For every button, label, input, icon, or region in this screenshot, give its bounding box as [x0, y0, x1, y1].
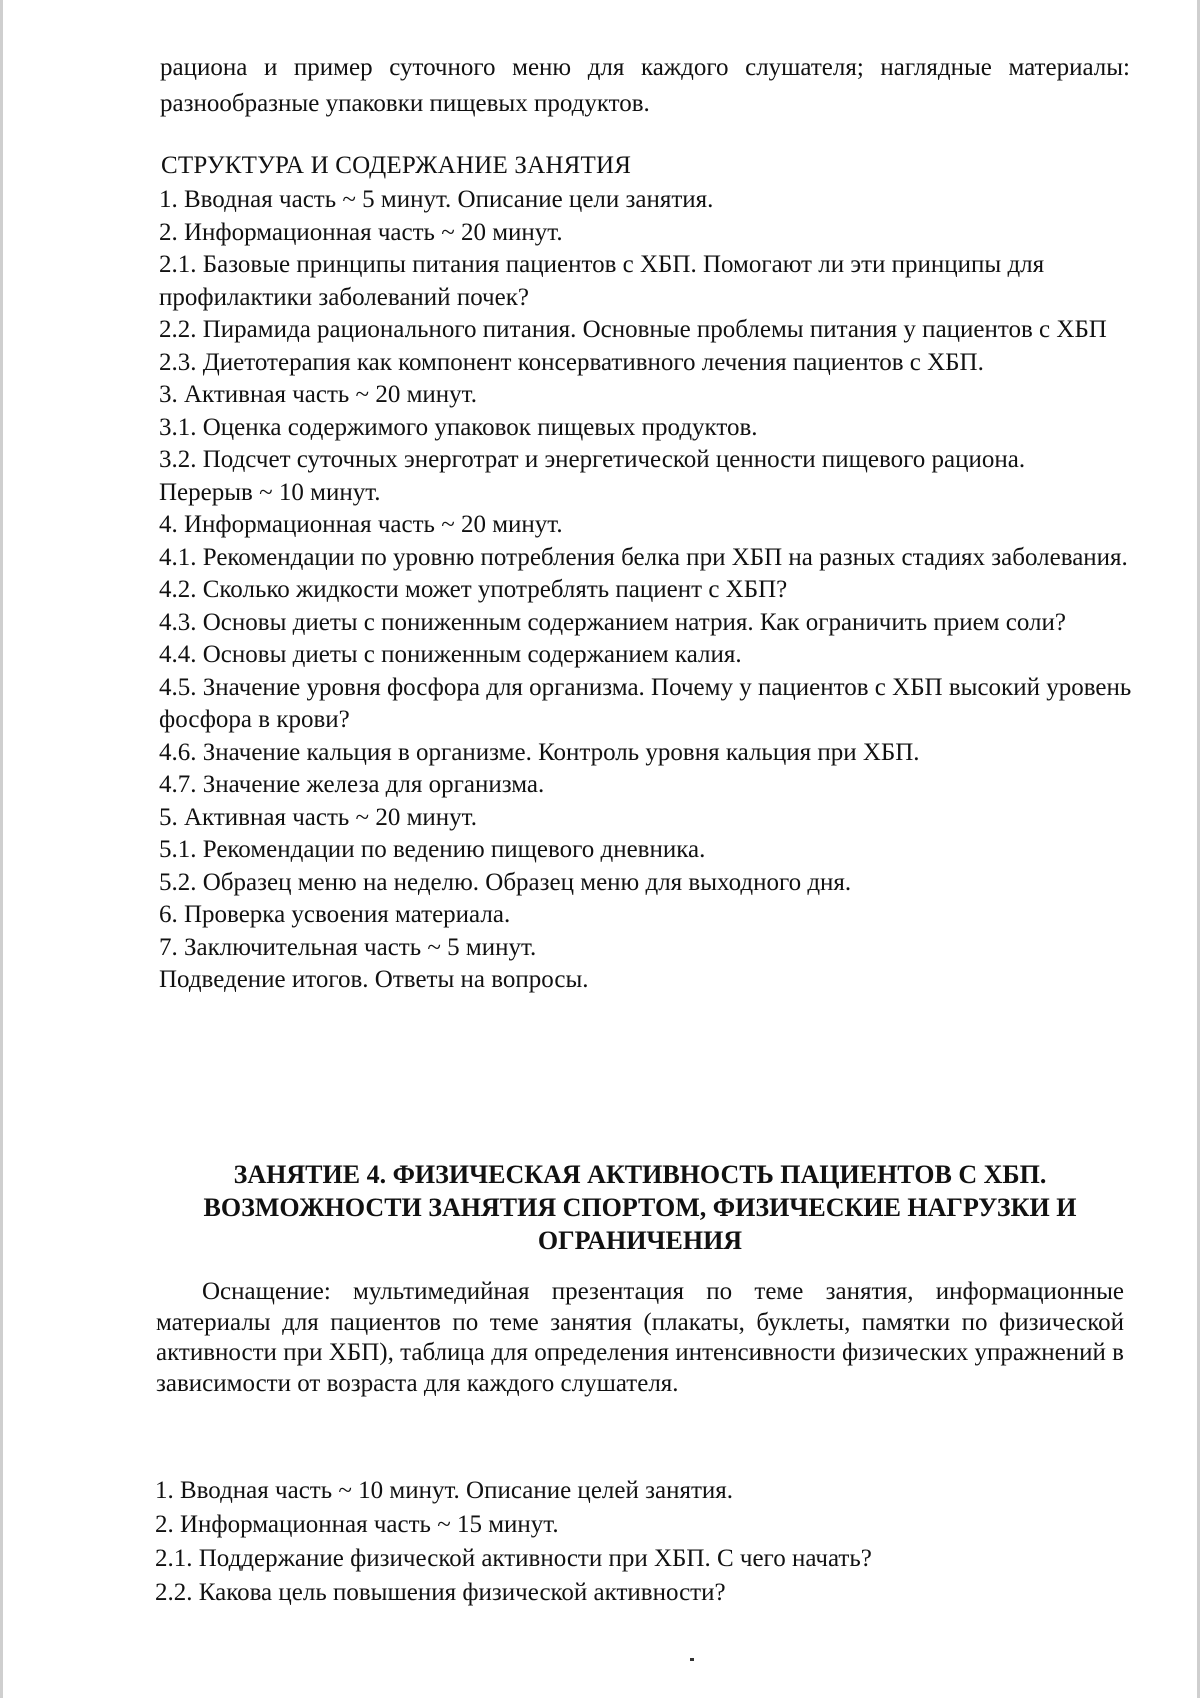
list-item: Перерыв ~ 10 минут. [159, 478, 381, 506]
list-item: 5. Активная часть ~ 20 минут. [159, 803, 477, 831]
list-item: 1. Вводная часть ~ 5 минут. Описание цели занятия. [159, 186, 714, 213]
list-item: 4.1. Рекомендации по уровню потребления белка при ХБП на разных стадиях заболевания. [159, 543, 1128, 571]
list-item: 2.1. Базовые принципы питания пациентов с ХБП. Помогают ли эти принципы для профилактики заболеваний почек? [159, 251, 1045, 311]
lesson-4-list [155, 1474, 1135, 1610]
list-item: 2. Информационная часть ~ 20 минут. [159, 218, 563, 246]
list-item: 4.5. Значение уровня фосфора для организма. Почему у пациентов с ХБП высокий уровень фосфора в крови? [159, 673, 1132, 733]
list-item: 5.2. Образец меню на неделю. Образец меню для выходного дня. [159, 868, 852, 896]
scan-edge-left [0, 0, 3, 1698]
list-item: 2. Информационная часть ~ 15 минут. [155, 1511, 559, 1538]
equipment-paragraph: Оснащение: мультимедийная презентация по теме занятия, информационные материалы для пациентов по теме занятия (плакаты, буклеты, памятки по физической активности при ХБП), таблица для определения интенсивности физических упражнений в зависимости от возраста для каждого слушателя. [156, 1278, 1124, 1397]
list-item: Подведение итогов. Ответы на вопросы. [159, 966, 589, 993]
list-item: 4.3. Основы диеты с пониженным содержанием натрия. Как ограничить прием соли? [159, 608, 1066, 636]
list-item: 4. Информационная часть ~ 20 минут. [159, 511, 563, 538]
scan-speck [690, 1658, 694, 1661]
list-item: 3.2. Подсчет суточных энерготрат и энергетической ценности пищевого рациона. [159, 446, 1026, 473]
lesson-4-title: ЗАНЯТИЕ 4. ФИЗИЧЕСКАЯ АКТИВНОСТЬ ПАЦИЕНТОВ С ХБП. ВОЗМОЖНОСТИ ЗАНЯТИЯ СПОРТОМ, ФИЗИЧЕСКИЕ НАГРУЗКИ И ОГРАНИЧЕНИЯ [203, 1160, 1077, 1255]
list-item: 4.4. Основы диеты с пониженным содержанием калия. [159, 641, 742, 668]
list-item: 4.6. Значение кальция в организме. Контроль уровня кальция при ХБП. [159, 738, 920, 766]
intro-paragraph: рациона и пример суточного меню для каждого слушателя; наглядные материалы: разнообразные упаковки пищевых продуктов. [160, 54, 1130, 117]
list-item: 6. Проверка усвоения материала. [159, 901, 511, 928]
list-item: 2.2. Какова цель повышения физической активности? [155, 1579, 726, 1606]
list-item: 5.1. Рекомендации по ведению пищевого дневника. [159, 836, 706, 863]
list-item: 2.2. Пирамида рационального питания. Основные проблемы питания у пациентов с ХБП [159, 316, 1107, 343]
list-item: 7. Заключительная часть ~ 5 минут. [159, 933, 537, 961]
list-item: 2.1. Поддержание физической активности при ХБП. С чего начать? [155, 1545, 872, 1572]
list-item: 4.7. Значение железа для организма. [159, 771, 545, 798]
list-item: 1. Вводная часть ~ 10 минут. Описание целей занятия. [155, 1477, 734, 1504]
list-item: 3. Активная часть ~ 20 минут. [159, 381, 477, 408]
list-item: 2.3. Диетотерапия как компонент консервативного лечения пациентов с ХБП. [159, 348, 984, 376]
list-item: 3.1. Оценка содержимого упаковок пищевых продуктов. [159, 413, 758, 441]
list-item: 4.2. Сколько жидкости может употреблять пациент с ХБП? [159, 576, 788, 603]
structure-list [159, 184, 1144, 997]
section-heading: СТРУКТУРА И СОДЕРЖАНИЕ ЗАНЯТИЯ [161, 152, 632, 179]
